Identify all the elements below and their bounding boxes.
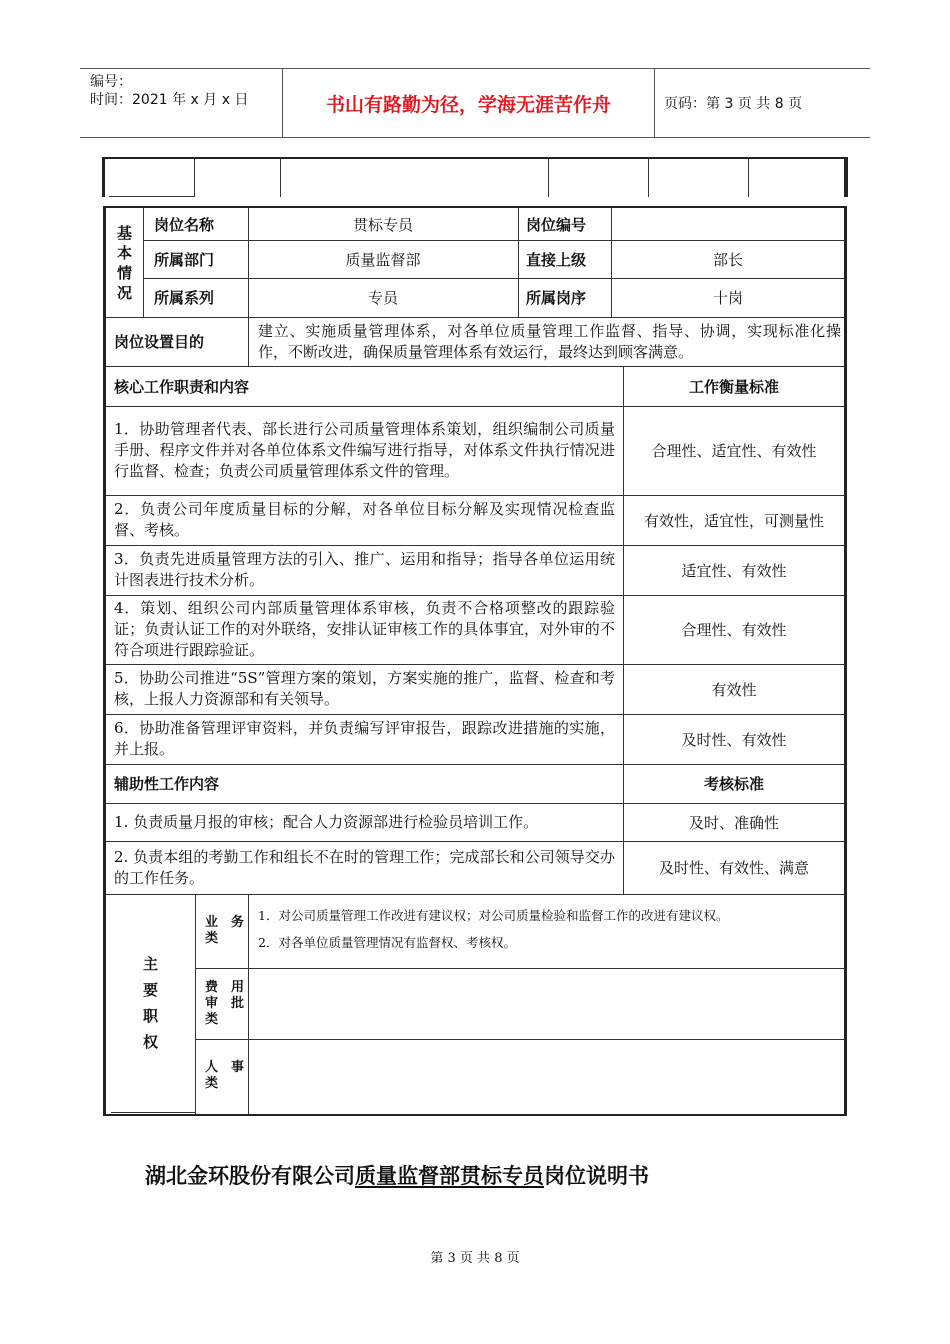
position-code-label: 岗位编号: [526, 215, 587, 234]
personnel-authority-cell: [248, 1039, 845, 1112]
department-label: 所属部门: [154, 250, 215, 269]
position-name-label: 岗位名称: [154, 215, 215, 234]
series-value: 专员: [367, 289, 398, 307]
core-standard-item: 合理性、有效性: [681, 621, 787, 639]
core-duty-item: 4．策划、组织公司内部质量管理体系审核，负责不合格项整改的跟踪验证；负责认证工作的对外联络，安排认证审核工作的具体事宜，对外审的不符合项进行跟踪验证。: [114, 599, 615, 659]
personnel-category-label: 人 事 类: [205, 1059, 245, 1091]
header-motto: 书山有路勤为径，学海无涯苦作舟: [325, 93, 611, 116]
grade-value: 十岗: [712, 289, 743, 307]
aux-duty-item: 1. 负责质量月报的审核；配合人力资源部进行检验员培训工作。: [114, 812, 539, 831]
header-meta: [90, 73, 248, 109]
core-duty-item: 3．负责先进质量管理方法的引入、推广、运用和指导；指导各单位运用统计图表进行技术分析。: [114, 550, 615, 589]
supervisor-label: 直接上级: [526, 250, 587, 269]
aux-standard-item: 及时性、有效性、满意: [658, 859, 809, 877]
document-title: 湖北金环股份有限公司质量监督部贯标专员岗位说明书: [145, 1164, 649, 1188]
header-divider: [654, 69, 655, 137]
core-duty-item: 6．协助准备管理评审资料，并负责编写评审报告，跟踪改进措施的实施，并上报。: [114, 719, 615, 758]
job-description-table: [103, 206, 847, 1116]
core-duty-item: 2．负责公司年度质量目标的分解，对各单位目标分解及实现情况检查监督、考核。: [114, 500, 615, 539]
page-number: 第 3 页 共 8 页: [430, 1251, 520, 1266]
page-header: [80, 68, 870, 138]
main-authority-label: 主 要 职 权: [142, 955, 158, 1051]
purpose-label: 岗位设置目的: [114, 333, 205, 351]
aux-standard-header: 考核标准: [703, 775, 764, 793]
authority-item: 1．对公司质量管理工作改进有建议权；对公司质量检验和监督工作的改进有建议权。: [258, 908, 729, 923]
aux-duty-item: 2. 负责本组的考勤工作和组长不在时的管理工作；完成部长和公司领导交办的工作任务。: [114, 847, 615, 887]
department-value: 质量监督部: [345, 250, 421, 269]
page-info: 页码：第 3 页 共 8 页: [664, 96, 803, 112]
core-standard-item: 合理性、适宜性、有效性: [651, 442, 817, 460]
expense-approval-authority-cell: [248, 968, 845, 1039]
supervisor-value: 部长: [712, 250, 743, 269]
document-title-underlined: 质量监督部贯标专员: [355, 1164, 544, 1188]
core-duty-item: 1．协助管理者代表、部长进行公司质量管理体系策划，组织编制公司质量手册、程序文件并对各单位体系文件编写进行指导，对体系文件执行情况进行监督、检查；负责公司质量管理体系文件的管理。: [114, 420, 615, 480]
aux-duties-header: 辅助性工作内容: [114, 775, 220, 793]
business-category-label: 业 务 类: [205, 915, 245, 946]
position-code-value: [611, 208, 845, 240]
position-name-value: 贯标专员: [352, 215, 413, 234]
blank-header-row: [102, 157, 848, 197]
core-standard-item: 及时性、有效性: [681, 730, 787, 749]
business-authority-list: [258, 902, 838, 956]
aux-standard-item: 及时、准确性: [688, 813, 779, 832]
expense-approval-category-label: 费 用 审 批 类: [205, 979, 245, 1027]
grade-label: 所属岗序: [526, 289, 587, 307]
series-label: 所属系列: [154, 289, 215, 307]
basic-info-label: 基 本 情 况: [116, 223, 132, 302]
purpose-text: 建立、实施质量管理体系，对各单位质量管理工作监督、指导、协调，实现标准化操作，不断改进，确保质量管理体系有效运行，最终达到顾客满意。: [258, 321, 841, 361]
core-standard-item: 适宜性、有效性: [681, 561, 787, 580]
core-duty-item: 5．协助公司推进“5S”管理方案的策划，方案实施的推广，监督、检查和考核，上报人力资源部和有关领导。: [114, 669, 615, 708]
document-number: 编号：: [90, 74, 132, 90]
document-date: 时间：2021 年 x 月 x 日: [90, 92, 249, 108]
core-duties-header: 核心工作职责和内容: [114, 377, 250, 396]
core-standard-item: 有效性: [711, 680, 757, 699]
core-standard-header: 工作衡量标准: [688, 377, 779, 396]
core-standard-item: 有效性，适宜性，可测量性: [643, 511, 824, 530]
authority-item: 2．对各单位质量管理情况有监督权、考核权。: [258, 935, 516, 950]
